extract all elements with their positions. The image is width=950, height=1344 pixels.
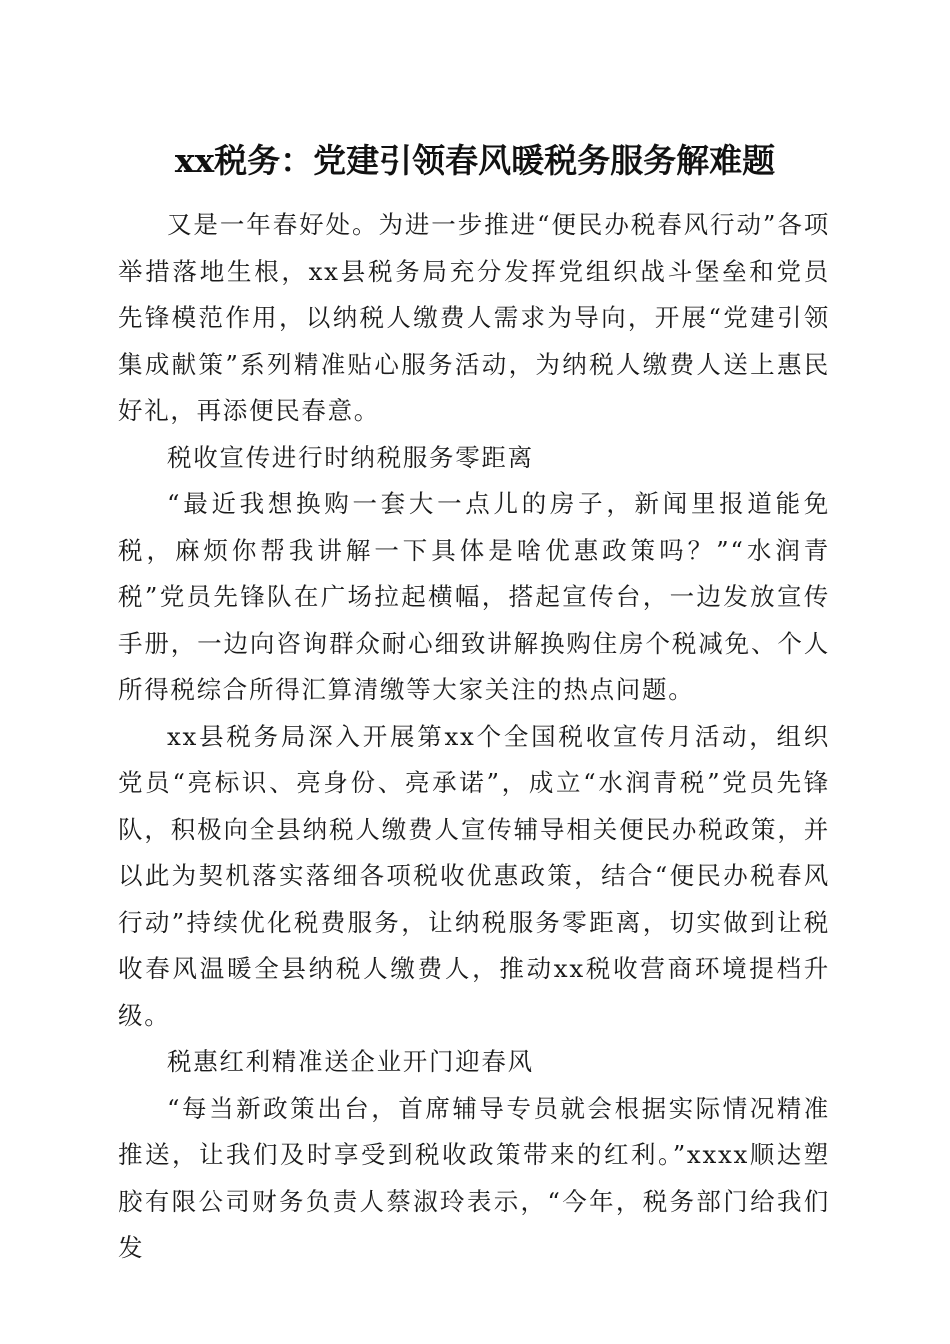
section-heading-tax-publicity: 税收宣传进行时纳税服务零距离 <box>167 442 534 472</box>
paragraph-publicity-month: xx县税务局深入开展第xx个全国税收宣传月活动，组织党员“亮标识、亮身份、亮承诺”，成立“水润青税”党员先锋队，积极向全县纳税人缴费人宣传辅导相关便民办税政策，并以此为契机落实落细各项税收优惠政策，结合“便民办税春风行动”持续优化税费服务，让纳税服务零距离，切实做到让税收春风温暖全县纳税人缴费人，推动xx税收营商环境提档升级。 <box>118 721 830 1030</box>
document-body <box>118 202 830 1272</box>
paragraph-intro: 又是一年春好处。为进一步推进“便民办税春风行动”各项举措落地生根，xx县税务局充分发挥党组织战斗堡垒和党员先锋模范作用，以纳税人缴费人需求为导向，开展“党建引领集成献策”系列精准贴心服务活动，为纳税人缴费人送上惠民好礼，再添便民春意。 <box>118 210 830 425</box>
document-title: xx税务：党建引领春风暖税务服务解难题 <box>174 141 776 180</box>
section-heading-tax-benefits: 税惠红利精准送企业开门迎春风 <box>167 1047 534 1076</box>
paragraph-quote-company: “每当新政策出台，首席辅导专员就会根据实际情况精准推送，让我们及时享受到税收政策带来的红利。”xxxx顺达塑胶有限公司财务负责人蔡淑玲表示，“今年，税务部门给我们发 <box>118 1093 830 1262</box>
paragraph-quote-consultation: “最近我想换购一套大一点儿的房子，新闻里报道能免税，麻烦你帮我讲解一下具体是啥优惠政策吗？”“水润青税”党员先锋队在广场拉起横幅，搭起宣传台，一边发放宣传手册，一边向咨询群众耐心细致讲解换购住房个税减免、个人所得税综合所得汇算清缴等大家关注的热点问题。 <box>118 489 830 704</box>
